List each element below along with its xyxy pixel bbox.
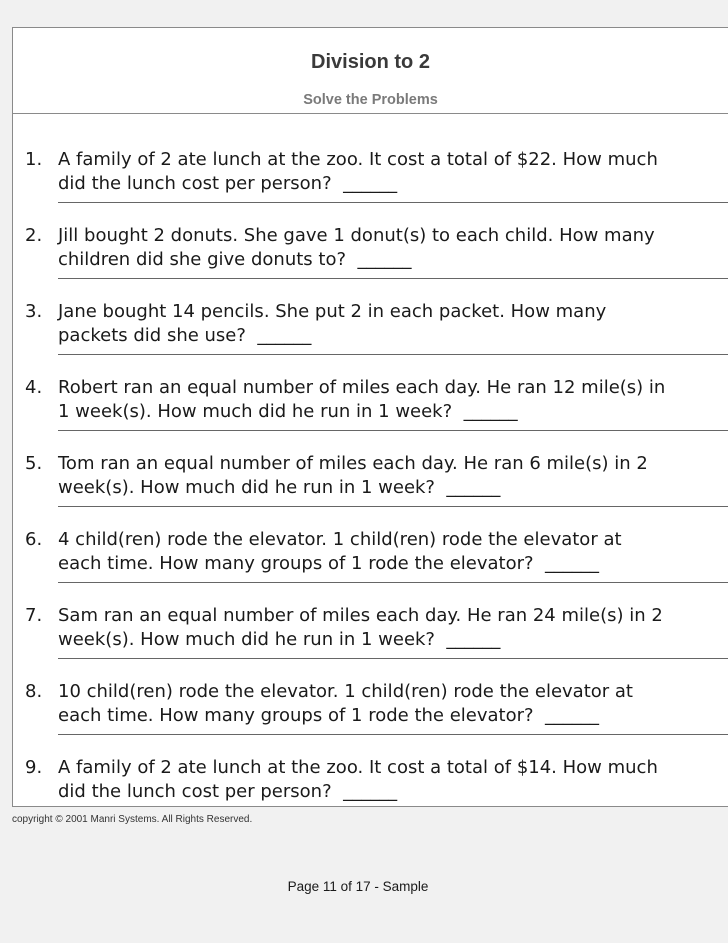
problem-number: 7. <box>25 605 43 626</box>
answer-line <box>58 582 728 583</box>
problem-line: Jill bought 2 donuts. She gave 1 donut(s) to each child. How many <box>58 225 655 246</box>
problem-item <box>13 300 728 376</box>
problem-text <box>58 452 718 500</box>
problem-line: A family of 2 ate lunch at the zoo. It cost a total of $22. How much <box>58 149 658 170</box>
problem-line: each time. How many groups of 1 rode the elevator? ______ <box>58 553 600 574</box>
problem-item <box>13 680 728 756</box>
problem-line: children did she give donuts to? ______ <box>58 249 412 270</box>
answer-line <box>58 506 728 507</box>
page-number-label: Page 11 of 17 - Sample <box>287 879 429 894</box>
answer-line <box>58 658 728 659</box>
problem-line: did the lunch cost per person? ______ <box>58 173 398 194</box>
answer-line <box>58 354 728 355</box>
problem-number: 5. <box>25 453 43 474</box>
header-divider <box>13 113 728 114</box>
problem-line: Sam ran an equal number of miles each day. He ran 24 mile(s) in 2 <box>58 605 663 626</box>
worksheet-title: Division to 2 <box>311 51 430 73</box>
problem-line: packets did she use? ______ <box>58 325 312 346</box>
answer-line <box>58 202 728 203</box>
problem-item <box>13 376 728 452</box>
problem-item <box>13 224 728 300</box>
problem-item <box>13 452 728 528</box>
problem-number: 8. <box>25 681 43 702</box>
problem-item <box>13 528 728 604</box>
problem-text <box>58 680 718 728</box>
problem-line: week(s). How much did he run in 1 week? ______ <box>58 477 501 498</box>
worksheet-subtitle: Solve the Problems <box>303 92 438 108</box>
problem-list <box>13 148 728 832</box>
problem-text <box>58 148 718 196</box>
worksheet <box>12 27 728 807</box>
problem-number: 9. <box>25 757 43 778</box>
problem-number: 1. <box>25 149 43 170</box>
problem-line: Jane bought 14 pencils. She put 2 in each packet. How many <box>58 301 607 322</box>
problem-line: A family of 2 ate lunch at the zoo. It cost a total of $14. How much <box>58 757 658 778</box>
answer-line <box>58 278 728 279</box>
problem-text <box>58 376 718 424</box>
problem-text <box>58 300 718 348</box>
problem-line: 4 child(ren) rode the elevator. 1 child(ren) rode the elevator at <box>58 529 622 550</box>
answer-line <box>58 734 728 735</box>
problem-text <box>58 604 718 652</box>
problem-number: 2. <box>25 225 43 246</box>
problem-number: 4. <box>25 377 43 398</box>
problem-text <box>58 528 718 576</box>
problem-line: Tom ran an equal number of miles each day. He ran 6 mile(s) in 2 <box>58 453 648 474</box>
copyright-notice: copyright © 2001 Manri Systems. All Rights Reserved. <box>12 814 253 825</box>
problem-item <box>13 148 728 224</box>
problem-number: 3. <box>25 301 43 322</box>
problem-line: 10 child(ren) rode the elevator. 1 child(ren) rode the elevator at <box>58 681 633 702</box>
problem-item <box>13 604 728 680</box>
problem-line: did the lunch cost per person? ______ <box>58 781 398 802</box>
problem-line: Robert ran an equal number of miles each day. He ran 12 mile(s) in <box>58 377 666 398</box>
problem-line: each time. How many groups of 1 rode the elevator? ______ <box>58 705 600 726</box>
problem-number: 6. <box>25 529 43 550</box>
problem-text <box>58 756 718 804</box>
answer-line <box>58 430 728 431</box>
problem-line: 1 week(s). How much did he run in 1 week? ______ <box>58 401 518 422</box>
problem-line: week(s). How much did he run in 1 week? ______ <box>58 629 501 650</box>
problem-text <box>58 224 718 272</box>
